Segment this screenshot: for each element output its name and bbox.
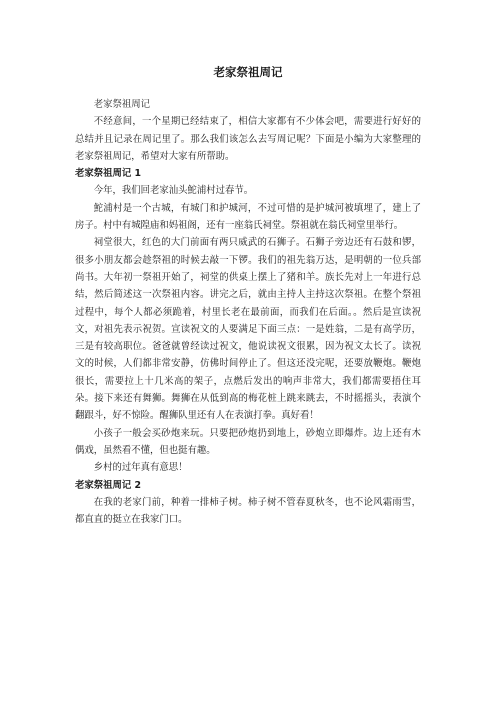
- intro-paragraph: 老家祭祖周记: [93, 99, 151, 110]
- intro-paragraph: 不经意间，一个星期已经结束了，相信大家都有不少体会吧，需要进行好好的总结并且记录在周记里了。那么我们该怎么去写周记呢？下面是小编为大家整理的老家祭祖周记，希望对大家有所帮助。: [75, 116, 421, 162]
- body-paragraph: 今年，我们回老家汕头鮀浦村过春节。: [93, 185, 254, 197]
- section-heading: 老家祭祖周记 2: [75, 479, 142, 491]
- body-paragraph: 祠堂很大，红色的大门前面有两只威武的石狮子。石狮子旁边还有石鼓和锣，很多小朋友都会趁祭祖的时候去敲一下锣。我们的祖先翁万达，是明朝的一位兵部尚书。大年初一祭祖开始了，祠堂的供桌上摆上了猪和羊。族长先对上一年进行总结，然后简述这一次祭祖内容。讲完之后，就由主持人主持这次祭祖。在整个祭祖过程中，每个人都必须跪着，村里长老在最前面，而我们在后面。。然后是宣读祝文，对祖先表示祝贺。宣读祝文的人要满足下面三点：一是姓翁，二是有高学历，三是有较高职位。爸爸就曾经读过祝文，他说读祝文很累，因为祝文太长了。读祝文的时候，人们都非常安静，仿佛时间停止了。但这还没完呢，还要放鞭炮。鞭炮很长，需要拉上十几米高的架子，点燃后发出的响声非常大，我们都需要捂住耳朵。接下来还有舞狮。舞狮在从低到高的梅花桩上跳来跳去，不时摇摇头，表演个翻跟斗，好不惊险。醒狮队里还有人在表演打拳。真好看！: [75, 237, 421, 422]
- document-title: 老家祭祖周记: [213, 65, 283, 79]
- section-heading: 老家祭祖周记 1: [75, 168, 142, 180]
- body-paragraph: 小孩子一般会买砂炮来玩。只要把砂炮扔到地上，砂炮立即爆炸。边上还有木偶戏，虽然看不懂，但也挺有趣。: [75, 427, 421, 456]
- body-paragraph: 乡村的过年真有意思！: [93, 462, 188, 474]
- body-paragraph: 鮀浦村是一个古城，有城门和护城河，不过可惜的是护城河被填埋了，建上了房子。村中有城隍庙和妈祖阁，还有一座翁氏祠堂。祭祖就在翁氏祠堂里举行。: [75, 202, 421, 232]
- body-paragraph: 在我的老家门前，种着一排柿子树。柿子树不管春夏秋冬，也不论风霜雨雪，都直直的挺立在我家门口。: [75, 496, 421, 526]
